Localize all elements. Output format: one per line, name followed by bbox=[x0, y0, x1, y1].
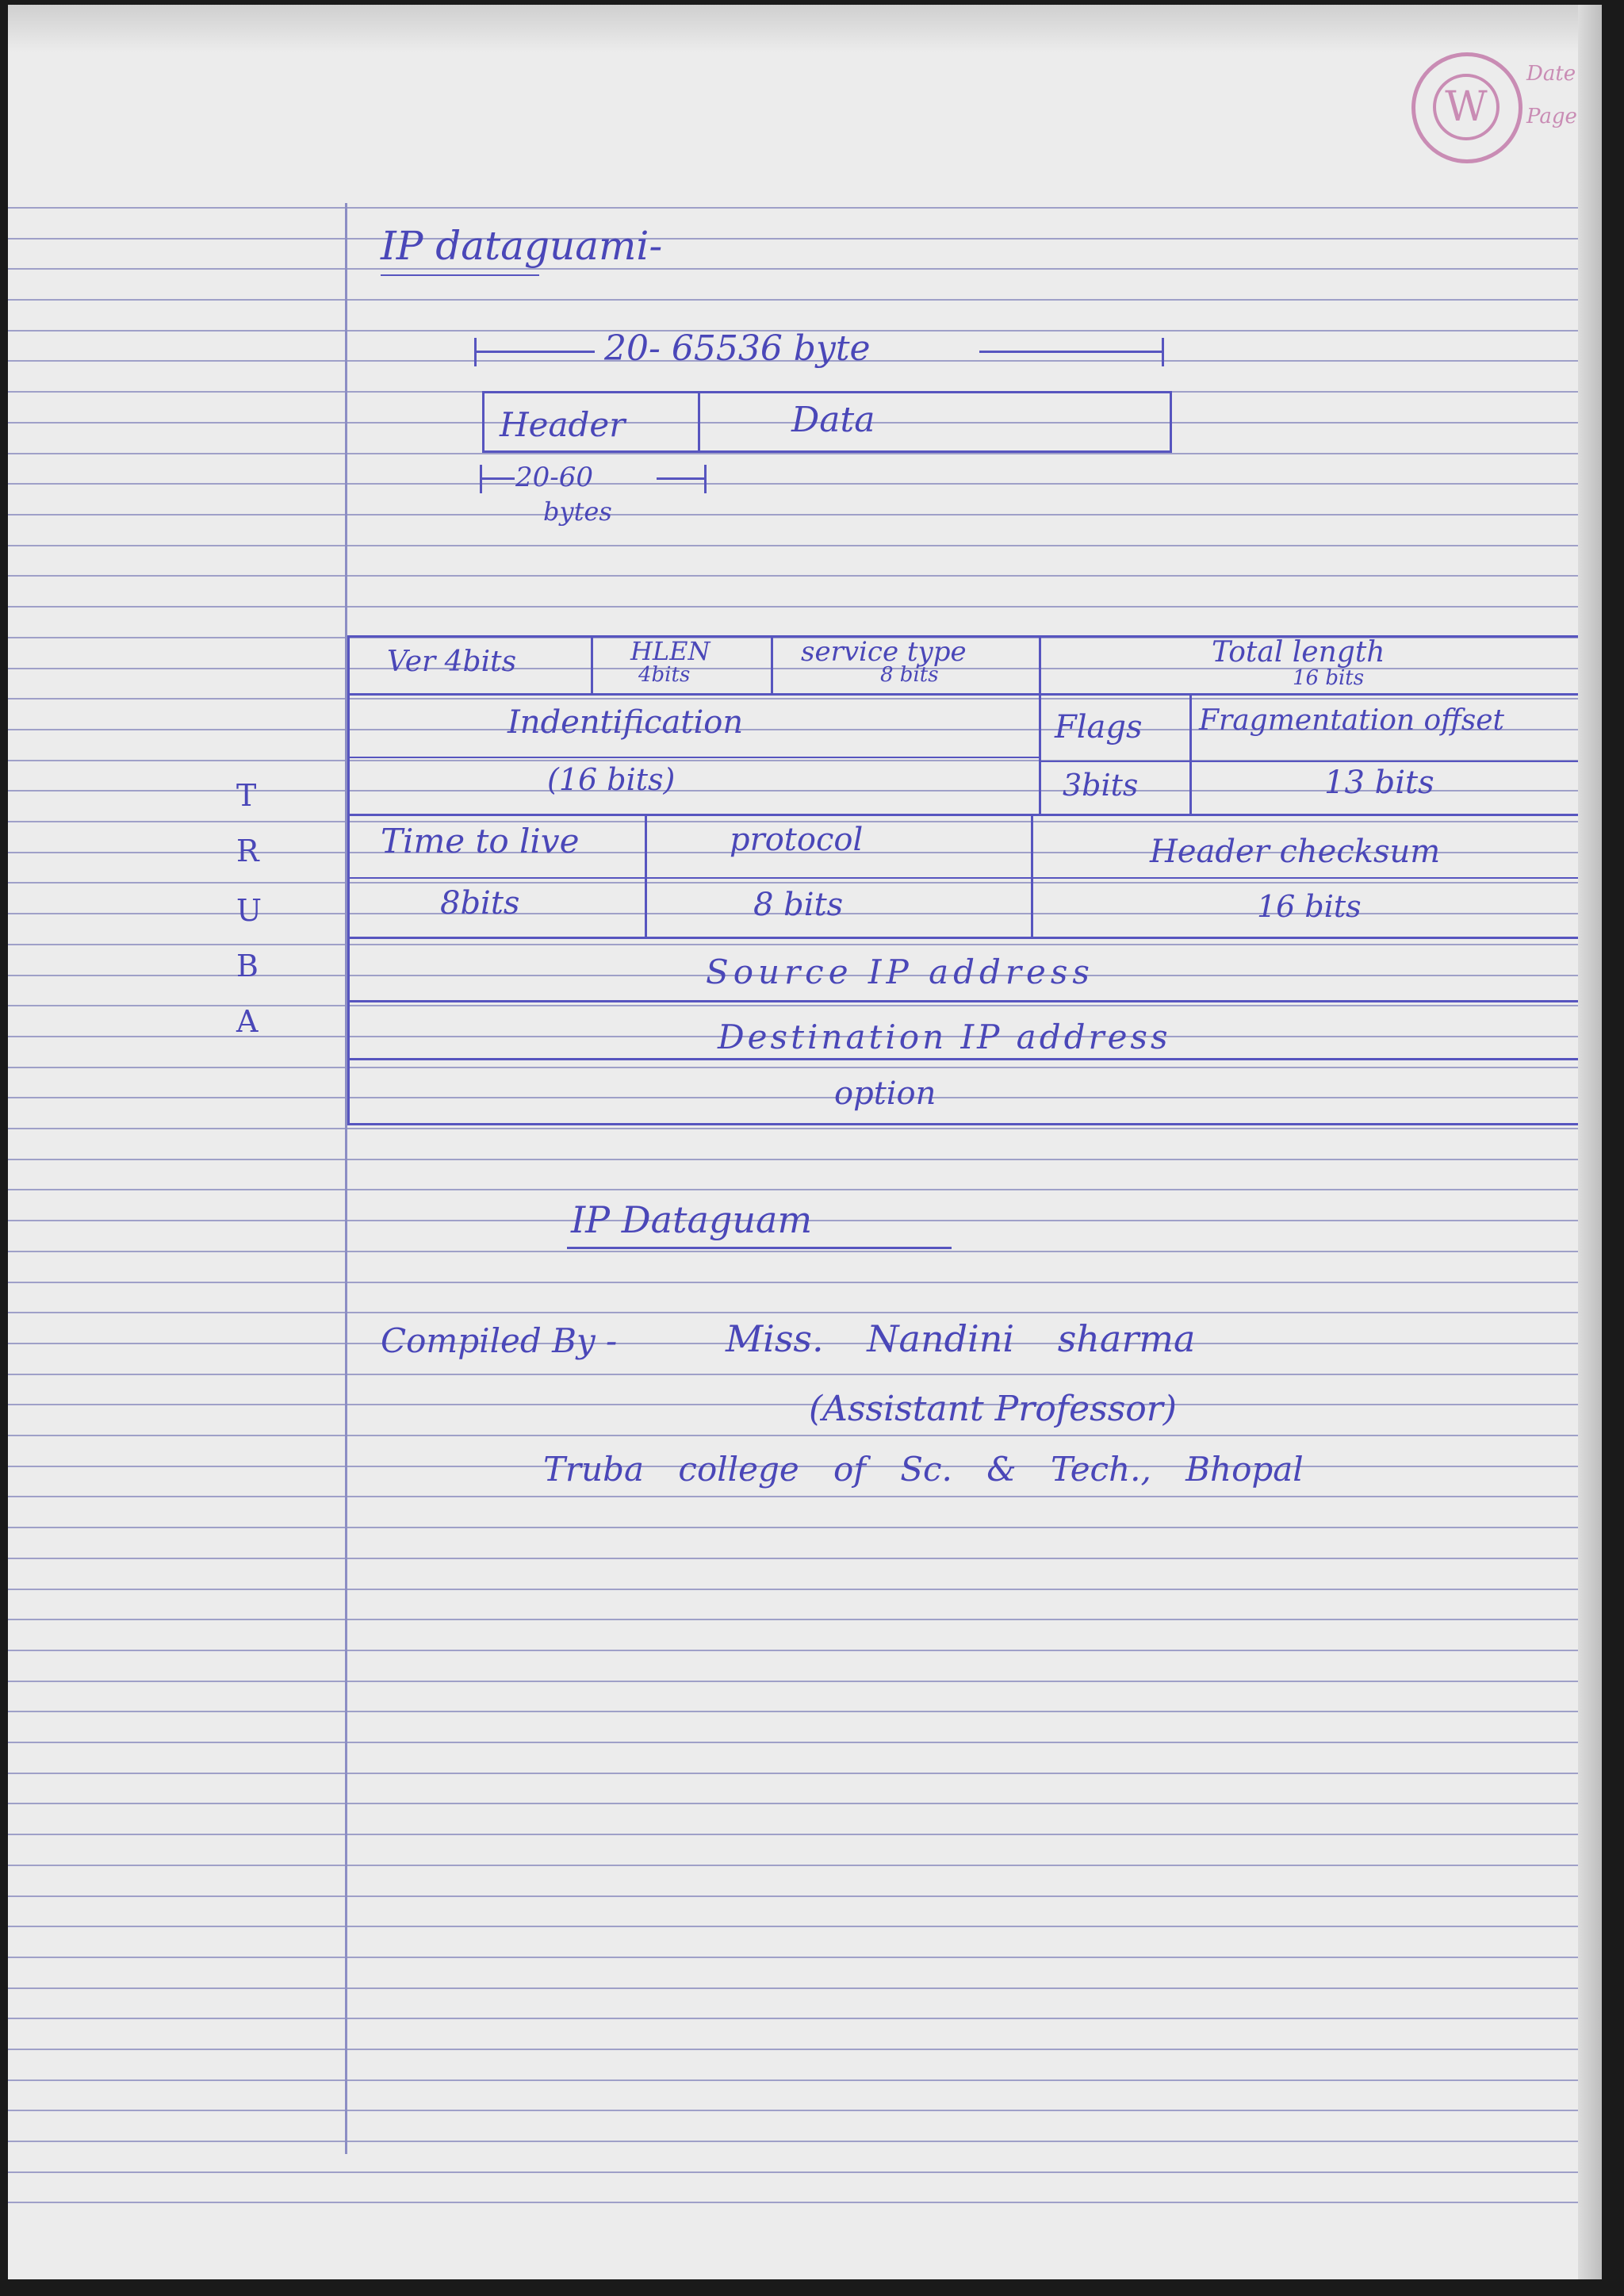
ruled-line bbox=[8, 207, 1602, 209]
header-size-arrow-right bbox=[657, 477, 704, 480]
compiler-name: Miss. Nandini sharma bbox=[726, 1317, 1196, 1360]
cell-option: option bbox=[834, 1075, 936, 1112]
cell-fragment-offset-name: Fragmentation offset bbox=[1199, 704, 1504, 737]
ruled-line bbox=[8, 1742, 1602, 1743]
ruled-line bbox=[8, 1834, 1602, 1835]
ruled-line bbox=[8, 1650, 1602, 1651]
ruled-line bbox=[8, 1926, 1602, 1927]
ruled-line bbox=[8, 1773, 1602, 1774]
ruled-line bbox=[8, 1711, 1602, 1712]
table-row-divider-1 bbox=[347, 693, 1590, 696]
data-label: Data bbox=[791, 400, 875, 440]
ruled-line bbox=[8, 1527, 1602, 1528]
ruled-line bbox=[8, 1589, 1602, 1590]
cell-flags-bits: 3bits bbox=[1063, 768, 1139, 803]
title-underline bbox=[381, 274, 539, 276]
ruled-line bbox=[8, 1957, 1602, 1958]
ruled-line bbox=[8, 2110, 1602, 2111]
ruled-line bbox=[8, 1496, 1602, 1497]
table-col-divider-3a bbox=[645, 814, 647, 937]
cell-hlen-name: HLEN bbox=[630, 636, 710, 666]
ruled-line bbox=[8, 2202, 1602, 2203]
compiler-role: (Assistant Professor) bbox=[809, 1389, 1177, 1429]
margin-letter: U bbox=[236, 893, 262, 928]
table-col-divider-1b bbox=[771, 638, 773, 693]
ruled-line bbox=[8, 2171, 1602, 2173]
ruled-line bbox=[8, 1404, 1602, 1405]
page-label: Page bbox=[1526, 105, 1577, 128]
ruled-line bbox=[8, 483, 1602, 485]
table-col-divider-3b bbox=[1031, 814, 1033, 937]
table-col-divider-2b bbox=[1189, 693, 1192, 814]
cell-source-ip: Source IP address bbox=[706, 953, 1094, 991]
margin-letter: T bbox=[236, 778, 257, 813]
size-range-label: 20- 65536 byte bbox=[604, 328, 871, 369]
ruled-line bbox=[8, 514, 1602, 516]
cell-protocol-bits: 8 bits bbox=[753, 887, 844, 923]
ruled-line bbox=[8, 575, 1602, 577]
header-size-tick-right bbox=[704, 465, 707, 493]
compiler-institution: Truba college of Sc. & Tech., Bhopal bbox=[543, 1450, 1304, 1489]
ruled-line bbox=[8, 1189, 1602, 1190]
range-tick-right bbox=[1162, 338, 1164, 366]
cell-checksum-name: Header checksum bbox=[1150, 834, 1441, 870]
ruled-line bbox=[8, 238, 1602, 240]
ruled-line bbox=[8, 1435, 1602, 1436]
cell-identification-name: Indentification bbox=[508, 704, 744, 741]
cell-service-bits: 8 bits bbox=[880, 663, 939, 687]
range-arrow-left bbox=[476, 351, 595, 353]
cell-ttl-name: Time to live bbox=[381, 822, 580, 861]
ruled-line bbox=[8, 2079, 1602, 2081]
ruled-line bbox=[8, 299, 1602, 301]
ruled-line bbox=[8, 1895, 1602, 1897]
ruled-line bbox=[8, 1865, 1602, 1866]
table-row-divider-4 bbox=[347, 1000, 1590, 1002]
ruled-line bbox=[8, 453, 1602, 454]
page-top-shadow bbox=[8, 5, 1602, 52]
table-row-divider-3 bbox=[347, 937, 1590, 939]
cell-total-length-bits: 16 bits bbox=[1293, 666, 1365, 690]
header-size-label: 20-60 bbox=[515, 462, 594, 493]
ruled-line bbox=[8, 2141, 1602, 2142]
cell-flags-name: Flags bbox=[1055, 709, 1143, 746]
table-row-divider-2 bbox=[347, 814, 1590, 816]
header-data-divider bbox=[698, 391, 700, 450]
ruled-line bbox=[8, 1681, 1602, 1682]
ruled-line bbox=[8, 2018, 1602, 2019]
table-col-divider-2a bbox=[1039, 693, 1041, 814]
cell-version: Ver 4bits bbox=[387, 646, 517, 678]
ruled-line bbox=[8, 1558, 1602, 1559]
compiled-by-label: Compiled By - bbox=[381, 1321, 618, 1360]
table-subdivider-2b bbox=[1041, 761, 1590, 762]
cell-protocol-name: protocol bbox=[730, 822, 864, 858]
cell-fragment-offset-bits: 13 bits bbox=[1324, 765, 1434, 801]
cell-destination-ip: Destination IP address bbox=[718, 1018, 1171, 1056]
ruled-line bbox=[8, 2049, 1602, 2050]
stamp-monogram: W bbox=[1433, 74, 1500, 140]
header-size-unit: bytes bbox=[543, 496, 612, 527]
cell-checksum-bits: 16 bits bbox=[1257, 889, 1362, 924]
table-col-divider-1c bbox=[1039, 638, 1041, 693]
cell-total-length-name: Total length bbox=[1212, 636, 1385, 669]
cell-hlen-bits: 4bits bbox=[638, 663, 691, 687]
ruled-line bbox=[8, 1803, 1602, 1804]
margin-line bbox=[345, 203, 347, 2154]
table-subdivider-2a bbox=[347, 757, 1041, 758]
page-edge-shadow bbox=[1578, 5, 1602, 2279]
ruled-line bbox=[8, 1374, 1602, 1375]
caption-underline bbox=[567, 1247, 952, 1249]
ruled-line bbox=[8, 1312, 1602, 1313]
notebook-page bbox=[8, 5, 1602, 2279]
table-col-divider-1a bbox=[591, 638, 593, 693]
date-label: Date bbox=[1526, 62, 1576, 86]
ruled-line bbox=[8, 1159, 1602, 1160]
diagram-caption: IP Dataguam bbox=[571, 1198, 813, 1241]
margin-letter: A bbox=[236, 1004, 259, 1039]
cell-ttl-bits: 8bits bbox=[440, 885, 520, 922]
table-row-divider-5 bbox=[347, 1058, 1590, 1060]
header-label: Header bbox=[500, 405, 626, 444]
ruled-line bbox=[8, 268, 1602, 270]
margin-letter: R bbox=[236, 834, 259, 868]
cell-identification-bits: (16 bits) bbox=[547, 762, 676, 797]
table-subdivider-3 bbox=[347, 877, 1590, 879]
ruled-line bbox=[8, 1619, 1602, 1620]
cell-service-name: service type bbox=[801, 636, 967, 668]
header-size-arrow-left bbox=[481, 477, 515, 480]
ruled-line bbox=[8, 1251, 1602, 1252]
margin-letter: B bbox=[236, 949, 259, 983]
ruled-line bbox=[8, 1128, 1602, 1129]
brand-stamp-logo bbox=[1411, 52, 1522, 163]
ruled-line bbox=[8, 545, 1602, 546]
page-title: IP dataguami- bbox=[381, 223, 663, 269]
ruled-line bbox=[8, 1987, 1602, 1989]
ruled-line bbox=[8, 1282, 1602, 1283]
range-arrow-right bbox=[979, 351, 1162, 353]
ruled-line bbox=[8, 606, 1602, 608]
